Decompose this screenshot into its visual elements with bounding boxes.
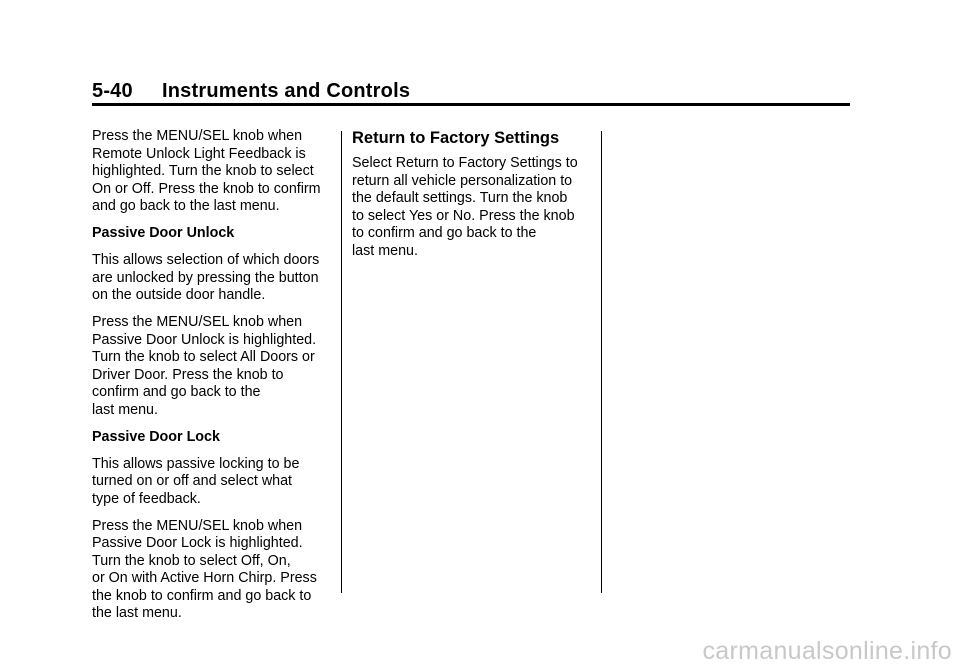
heading-return-to-factory-settings: Return to Factory Settings	[352, 129, 560, 147]
paragraph-passive-door-lock-instructions: Press the MENU/SEL knob when Passive Door Lock is highlighted. Turn the knob to select Off, On, or On with Active Horn Chirp. Press the knob to confirm and go back to the last menu.	[92, 517, 317, 621]
header-rule	[92, 103, 850, 106]
paragraph-passive-door-unlock-description: This allows selection of which doors are unlocked by pressing the button on the outside door handle.	[92, 252, 320, 303]
column-divider-left	[341, 131, 342, 593]
section-title: Instruments and Controls	[162, 80, 411, 102]
paragraph-remote-unlock-instructions: Press the MENU/SEL knob when Remote Unlock Light Feedback is highlighted. Turn the knob to select On or Off. Press the knob to confirm and go back to the last menu.	[92, 128, 321, 214]
paragraph-passive-door-lock-description: This allows passive locking to be turned on or off and select what type of feedback.	[92, 455, 300, 507]
column-divider-right	[601, 131, 602, 593]
paragraph-passive-door-unlock-instructions: Press the MENU/SEL knob when Passive Door Unlock is highlighted. Turn the knob to select All Doors or Driver Door. Press the knob to confirm and go back to the last menu.	[92, 314, 317, 418]
watermark: carmanualsonline.info	[702, 637, 952, 665]
column-middle	[352, 128, 598, 270]
page-number: 5-40	[92, 80, 133, 102]
page-header	[92, 80, 850, 104]
subheading-passive-door-unlock: Passive Door Unlock	[92, 225, 235, 241]
column-left	[92, 128, 338, 632]
subheading-passive-door-lock: Passive Door Lock	[92, 428, 220, 445]
paragraph-factory-settings-instructions: Select Return to Factory Settings to return all vehicle personalization to the default settings. Turn the knob to select Yes or No. Press the knob to confirm and go back to the last menu.	[352, 155, 578, 259]
